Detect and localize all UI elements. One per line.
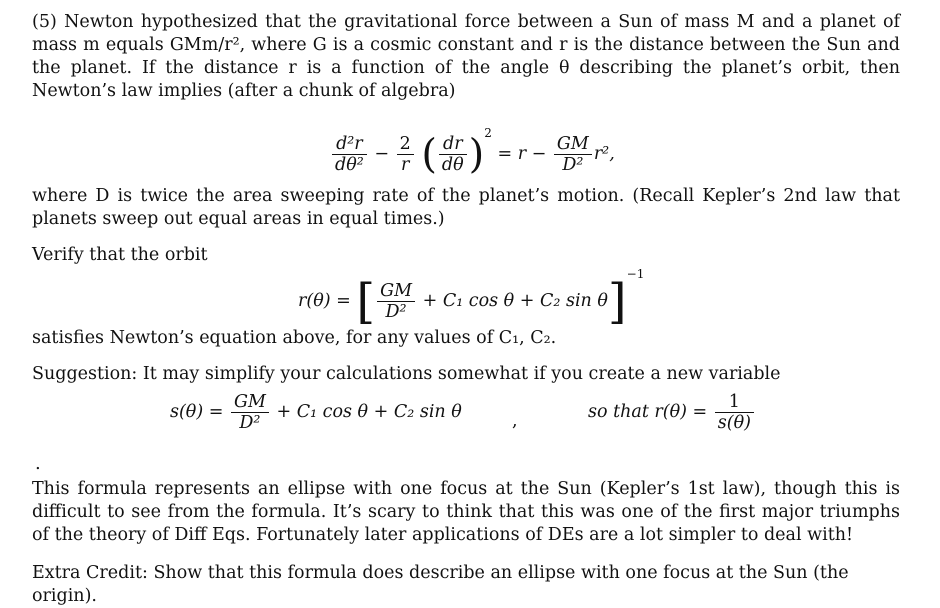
- s-trig-terms: + C₁ cos θ + C₂ sin θ: [276, 402, 462, 422]
- first-derivative: $\frac{dr}{d\theta}$: [439, 134, 467, 175]
- where-paragraph: where D is twice the area sweeping rate of the planet’s motion. (Recall Kepler’s 2nd law that planets sweep out equal areas in equal times.): [32, 186, 900, 229]
- one-over-s: $\frac{1}{s(\theta)}$: [715, 392, 754, 433]
- ellipse-paragraph: This formula represents an ellipse with one focus at the Sun (Kepler’s 1st law), though this is difficult to see from the formula. It’s scary to think that this was one of the first major triumphs of the theory of Diff Eqs. Fortunately later applications of DEs are a lot simpler to deal with!: [32, 479, 900, 545]
- suggestion-line: Suggestion: It may simplify your calculations somewhat if you create a new variable: [32, 364, 781, 384]
- orbit-equation: [298, 263, 645, 330]
- r-of-s-equation: [588, 392, 756, 433]
- right-bracket: ]: [607, 273, 627, 330]
- r-squared-tail: r²,: [593, 144, 615, 164]
- stray-dot: .: [35, 453, 41, 474]
- left-paren: (: [421, 131, 437, 178]
- left-bracket: [: [356, 273, 376, 330]
- square-exponent: 2: [484, 126, 492, 140]
- second-derivative: $\frac{\text{d²r}}{\text{dθ²}}$: [332, 134, 367, 175]
- newton-equation: [330, 122, 615, 178]
- s-equation: [170, 392, 462, 433]
- so-that-text: so that r(θ) =: [588, 402, 708, 422]
- s-lhs: s(θ) =: [170, 402, 224, 422]
- extra-credit-line: Extra Credit: Show that this formula does describe an ellipse with one focus at the Sun (the origin).: [32, 563, 849, 606]
- s-gm-over-d2: $\frac{GM}{\text{D²}}$: [231, 392, 269, 433]
- s-comma: ,: [512, 411, 518, 431]
- orbit-gm-over-d2: $\frac{GM}{\text{D²}}$: [377, 281, 415, 322]
- orbit-trig-terms: + C₁ cos θ + C₂ sin θ: [422, 291, 608, 311]
- equals-r-minus: = r −: [497, 144, 547, 164]
- two-over-r: $\frac{2}{r}$: [397, 134, 414, 175]
- verify-line: Verify that the orbit: [32, 245, 208, 265]
- intro-paragraph: (5) Newton hypothesized that the gravitational force between a Sun of mass M and a planet of mass m equals GMm/r², where G is a cosmic constant and r is the distance between the Sun and the planet. If the distance r is a function of the angle θ describing the planet’s orbit, then Newton’s law implies (after a chunk of algebra): [32, 12, 900, 101]
- orbit-lhs: r(θ) =: [298, 291, 351, 311]
- inverse-exponent: −1: [626, 267, 645, 281]
- minus-sign: −: [374, 144, 390, 164]
- gm-over-d2: $\frac{GM}{\text{D²}}$: [554, 134, 592, 175]
- satisfies-line: satisfies Newton’s equation above, for any values of C₁, C₂.: [32, 328, 557, 348]
- right-paren: ): [468, 131, 485, 178]
